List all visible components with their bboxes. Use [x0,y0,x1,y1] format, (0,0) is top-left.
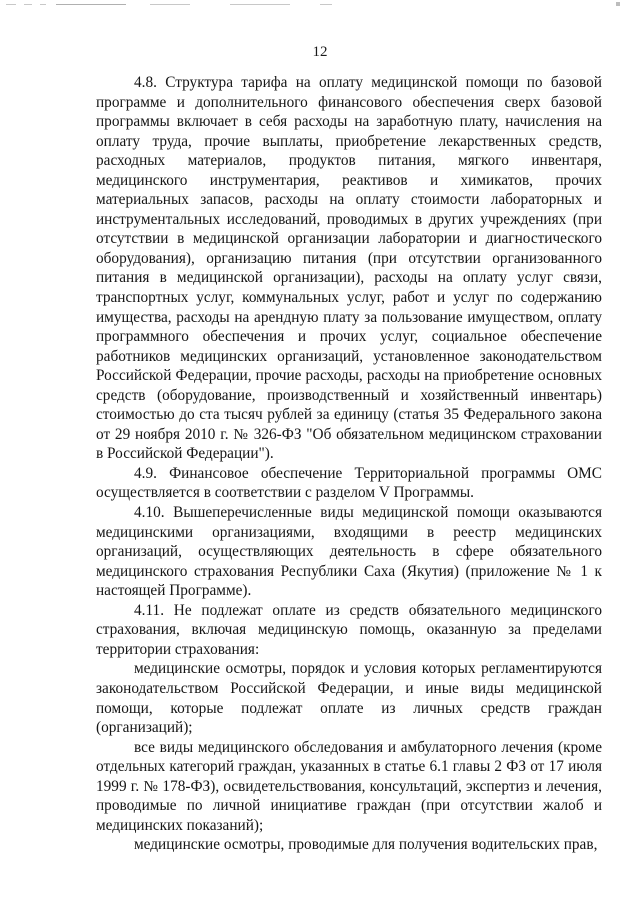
paragraph-4-10: 4.10. Вышеперечисленные виды медицинской помощи оказываются медицинскими организациями, входящими в реестр медицинских организаций, осуществляющих деятельность в сфере обязательного медицинского страхования Республики Саха (Якутия) (приложение № 1 к настоящей Программе). [96,504,602,600]
page-number: 12 [312,44,328,60]
list-item-examinations: все виды медицинского обследования и амбулаторного лечения (кроме отдельных категорий граждан, указанных в статье 6.1 главы 2 ФЗ от 17 июля 1999 г. № 178-ФЗ), освидетельствования, консультаций, экспертиз и лечения, проводимые по личной инициативе граждан (при отсутствии жалоб и медицинских показаний); [96,738,602,834]
document-body [96,73,602,855]
list-item-medical-exams: медицинские осмотры, порядок и условия которых регламентируются законодательством Российской Федерации, и иные виды медицинской помощи, которые подлежат оплате из личных средств граждан (организаций); [96,660,602,737]
list-item-driver-exams: медицинские осмотры, проводимые для получения водительских прав, [134,836,598,854]
paragraph-4-9: 4.9. Финансовое обеспечение Территориальной программы ОМС осуществляется в соответствии с разделом V Программы. [96,464,602,502]
paragraph-4-8: 4.8. Структура тарифа на оплату медицинской помощи по базовой программе и дополнительного финансового обеспечения сверх базовой программы включает в себя расходы на заработную плату, начисления на оплату труда, прочие выплаты, приобретение лекарственных средств, расходных материалов, продуктов питания, мягкого инвентаря, медицинского инструментария, реактивов и химикатов, прочих материальных запасов, расходы на оплату стоимости лабораторных и инструментальных исследований, проводимых в других учреждениях (при отсутствии в медицинской организации лаборатории и диагностического оборудования), организацию питания (при отсутствии организованного питания в медицинской организации), расходы на оплату услуг связи, транспортных услуг, коммунальных услуг, работ и услуг по содержанию имущества, расходы на арендную плату за пользование имуществом, оплату программного обеспечения и прочих услуг, социальное обеспечение работников медицинских организаций, установленное законодательством Российской Федерации, прочие расходы, расходы на приобретение основных средств (оборудование, производственный и хозяйственный инвентарь) стоимостью до ста тысяч рублей за единицу (статья 35 Федерального закона от 29 ноября 2010 г. № 326-ФЗ "Об обязательном медицинском страховании в Российской Федерации"). [96,74,602,463]
paragraph-4-11: 4.11. Не подлежат оплате из средств обязательного медицинского страхования, включая медицинскую помощь, оказанную за пределами территории страхования: [96,601,602,658]
scan-header-artifact [0,2,640,8]
